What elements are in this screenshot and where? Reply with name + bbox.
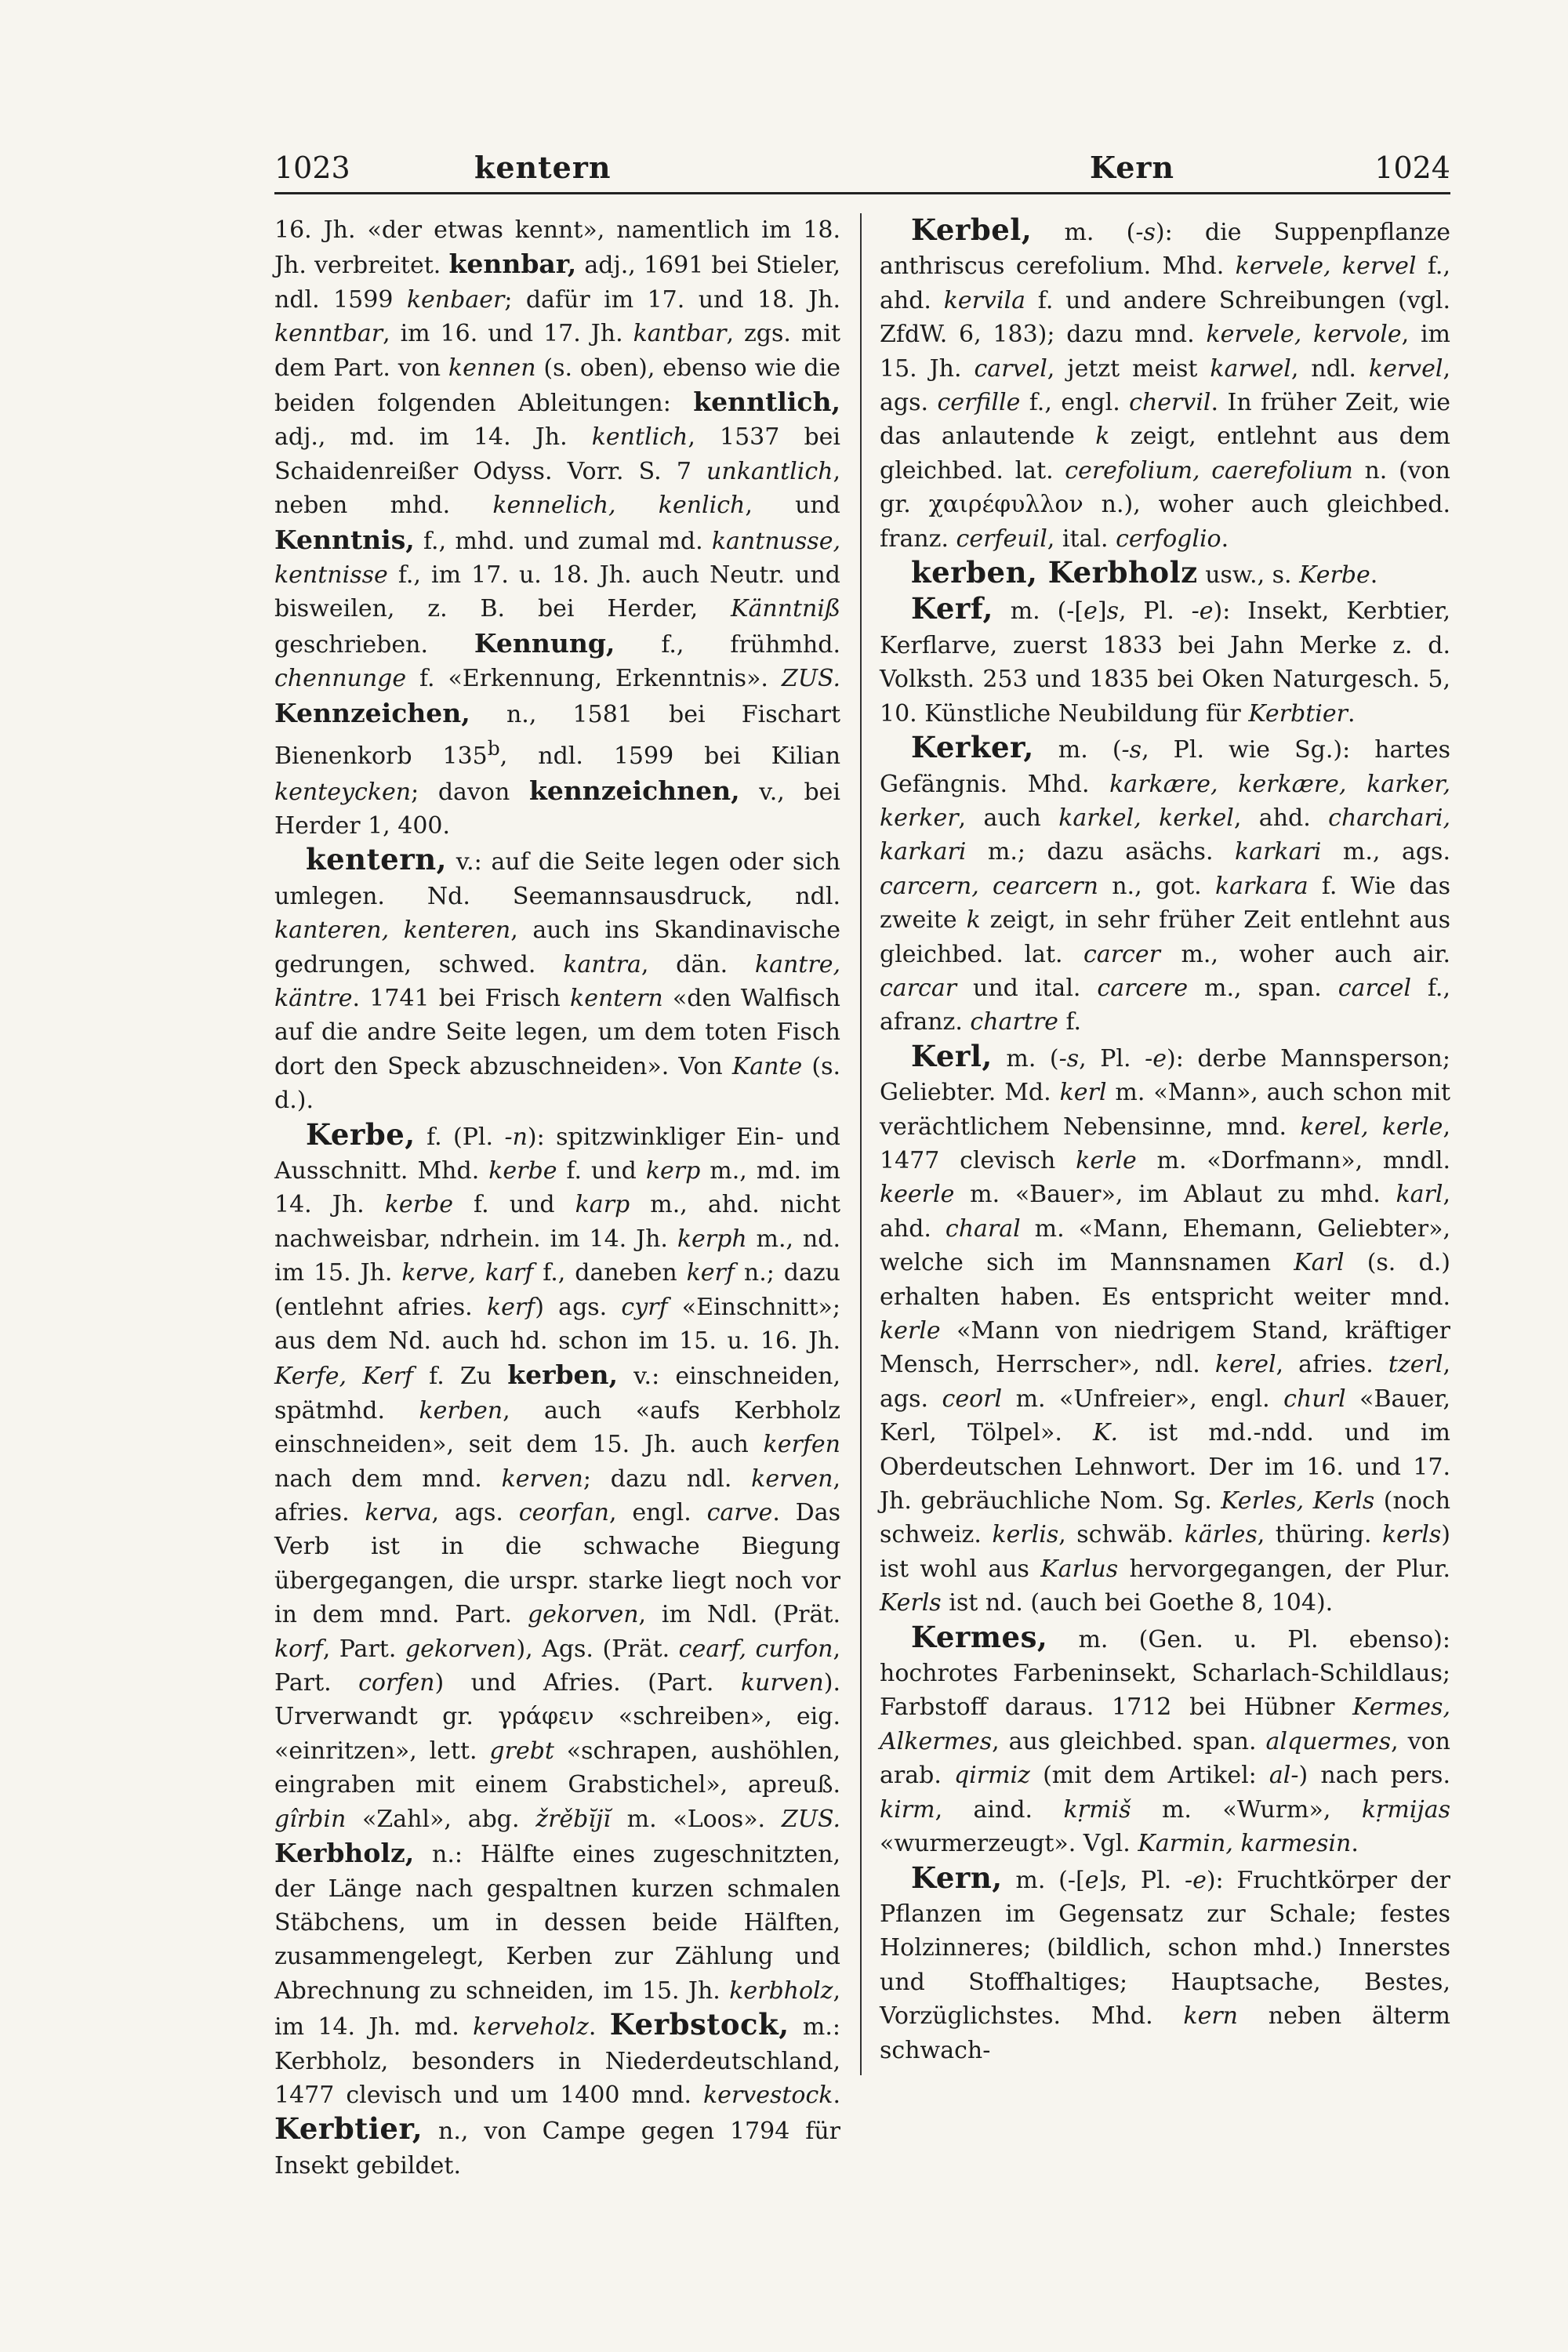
headword: Kerker, (911, 730, 1034, 765)
entry-kerker: Kerker, m. (-s, Pl. wie Sg.): hartes Gefängnis. Mhd. karkære, kerkære, karker, kerker, auch karkel, kerkel, ahd. charchari, karkari m.; dazu asächs. karkari m., ags. carcern, cearcern n., got. karkara f. Wie das zweite k zeigt, in sehr früher Zeit entlehnt aus gleichbed. lat. carcer m., woher auch air. carcar und ital. carcere m., span. carcel f., afranz. chartre f. (880, 730, 1451, 1036)
headword: Kerbtier, (274, 2111, 423, 2147)
headword: Kerbel, (911, 212, 1033, 247)
catchword-left: kentern (474, 150, 612, 185)
headword: kenntlich, (693, 387, 840, 418)
headword: kentern, (306, 842, 447, 877)
headword: Kerbstock, (609, 2007, 789, 2042)
headword: Kerf, (911, 591, 993, 626)
headword: Kern, (911, 1860, 1003, 1895)
headword: kerben, Kerbholz (911, 555, 1198, 590)
headword: kennbar, (448, 249, 577, 280)
page-number-right: 1024 (1374, 151, 1450, 185)
headword: Kennung, (474, 627, 615, 659)
header-rule (274, 192, 1450, 194)
headword: Kermes, (911, 1619, 1048, 1654)
catchword-right: Kern (1090, 150, 1175, 185)
entry-kerf: Kerf, m. (-[e]s, Pl. -e): Insekt, Kerbtier, Kerflarve, zuerst 1833 bei Jahn Merke z. d. Volksth. 253 und 1835 bei Oken Naturgesch. 5, 10. Künstliche Neubildung für Kerbtier. (880, 591, 1450, 728)
headword: kerben, (507, 1359, 619, 1391)
headword: Kerl, (911, 1038, 993, 1073)
left-column (274, 213, 841, 2180)
headword: Kerbe, (306, 1116, 416, 1152)
running-header (274, 149, 1450, 188)
page-number-left: 1023 (274, 151, 350, 185)
entry-kerbe: Kerbe, f. (Pl. -n): spitzwinkliger Ein- und Ausschnitt. Mhd. kerbe f. und kerp m., md. im 14. Jh. kerbe f. und karp m., ahd. nicht nachweisbar, ndrhein. im 14. Jh. kerph m., nd. im 15. Jh. kerve, karf f., daneben kerf n.; dazu (entlehnt afries. kerf) ags. cyrf «Einschnitt»; aus dem Nd. auch hd. schon im 15. u. 16. Jh. Kerfe, Kerf f. Zu kerben, v.: einschneiden, spätmhd. kerben, auch «aufs Kerbholz einschneiden», seit dem 15. Jh. auch kerfen nach dem mnd. kerven; dazu ndl. kerven, afries. kerva, ags. ceorfan, engl. carve. Das Verb ist in die schwache Biegung übergegangen, die urspr. starke liegt noch vor in dem mnd. Part. gekorven, im Ndl. (Prät. korf, Part. gekorven), Ags. (Prät. cearf, curfon, Part. corfen) und Afries. (Part. kurven). Urverwandt gr. γράφειν «schreiben», eig. «einritzen», lett. grebt «schrapen, aushöhlen, eingraben mit einem Grabstichel», apreuß. gîrbin «Zahl», abg. žrěbĭjĭ m. «Loos». ZUS. Kerbholz, n.: Hälfte eines zugeschnitzten, der Länge nach gespaltnen kurzen schmalen Stäbchens, um in dessen beide Hälften, zusammengelegt, Kerben zur Zählung und Abrechnung zu schneiden, im 15. Jh. kerbholz, im 14. Jh. md. kerveholz. Kerbstock, m.: Kerbholz, besonders in Niederdeutschland, 1477 clevisch und um 1400 mnd. kervestock. Kerbtier, n., von Campe gegen 1794 für Insekt gebildet. (274, 1116, 841, 2180)
entry-kennbar: 16. Jh. «der etwas kennt», namentlich im 18. Jh. verbreitet. kennbar, adj., 1691 bei Stieler, ndl. 1599 kenbaer; dafür im 17. und 18. Jh. kenntbar, im 16. und 17. Jh. kantbar, zgs. mit dem Part. von kennen (s. oben), ebenso wie die beiden folgenden Ableitungen: kenntlich, adj., md. im 14. Jh. kentlich, 1537 bei Schaidenreißer Odyss. Vorr. S. 7 unkantlich, neben mhd. kennelich, kenlich, und Kenntnis, f., mhd. und zumal md. kantnusse, kentnisse f., im 17. u. 18. Jh. auch Neutr. und bisweilen, z. B. bei Herder, Känntniß geschrieben. Kennung, f., frühmhd. chennunge f. «Erkennung, Erkenntnis». ZUS. Kennzeichen, n., 1581 bei Fischart Bienenkorb 135$^b$, ndl. 1599 bei Kilian kenteycken; davon kennzeichnen, v., bei Herder 1, 400. (274, 216, 841, 840)
entry-kerl: Kerl, m. (-s, Pl. -e): derbe Mannsperson; Geliebter. Md. kerl m. «Mann», auch schon mit verächtlichem Nebensinne, mnd. kerel, kerle, 1477 clevisch kerle m. «Dorfmann», mndl. keerle m. «Bauer», im Ablaut zu mhd. karl, ahd. charal m. «Mann, Ehemann, Geliebter», welche sich im Mannsnamen Karl (s. d.) erhalten haben. Es entspricht weiter mnd. kerle «Mann von niedrigem Stand, kräftiger Mensch, Herrscher», ndl. kerel, afries. tzerl, ags. ceorl m. «Unfreier», engl. churl «Bauer, Kerl, Tölpel». K. ist md.-ndd. und im Oberdeutschen Lehnwort. Der im 16. und 17. Jh. gebräuchliche Nom. Sg. Kerles, Kerls (noch schweiz. kerlis, schwäb. kärles, thüring. kerls) ist wohl aus Karlus hervorgegangen, der Plur. Kerls ist nd. (auch bei Goethe 8, 104). (880, 1038, 1451, 1617)
headword: Kennzeichen, (274, 697, 470, 728)
entry-kentern: kentern, v.: auf die Seite legen oder sich umlegen. Nd. Seemannsausdruck, ndl. kanteren, kenteren, auch ins Skandinavische gedrungen, schwed. kantra, dän. kantre, käntre. 1741 bei Frisch kentern «den Walfisch auf die andre Seite legen, um dem toten Fisch dort den Speck abzuschneiden». Von Kante (s. d.). (274, 842, 841, 1115)
column-divider (860, 213, 862, 2075)
entry-kerben-ref: kerben, Kerbholz usw., s. Kerbe. (911, 555, 1378, 590)
entry-kern: Kern, m. (-[e]s, Pl. -e): Fruchtkörper der Pflanzen im Gegensatz zur Schale; festes Holzinneres; (bildlich, schon mhd.) Innerstes und Stoffhaltiges; Hauptsache, Bestes, Vorzüglichstes. Mhd. kern neben älterm schwach- (880, 1860, 1450, 2064)
headword: Kenntnis, (274, 524, 415, 555)
entry-kerbel: Kerbel, m. (-s): die Suppenpflanze anthriscus cerefolium. Mhd. kervele, kervel f., ahd. kervila f. und andere Schreibungen (vgl. ZfdW. 6, 183); dazu mnd. kervele, kervole, im 15. Jh. carvel, jetzt meist karwel, ndl. kervel, ags. cerfille f., engl. chervil. In früher Zeit, wie das anlautende k zeigt, entlehnt aus dem gleichbed. lat. cerefolium, caerefolium n. (von gr. χαιρέφυλλον n.), woher auch gleichbed. franz. cerfeuil, ital. cerfoglio. (880, 212, 1451, 553)
entry-kermes: Kermes, m. (Gen. u. Pl. ebenso): hochrotes Farbeninsekt, Scharlach-Schildlaus; Farbstoff daraus. 1712 bei Hübner Kermes, Alkermes, aus gleichbed. span. alquermes, von arab. qirmiz (mit dem Artikel: al-) nach pers. kirm, aind. kṛmiš m. «Wurm», kṛmijas «wurmerzeugt». Vgl. Karmin, karmesin. (880, 1619, 1450, 1858)
headword: kennzeichnen, (528, 775, 740, 806)
right-column (880, 213, 1450, 2087)
headword: Kerbholz, (274, 1838, 415, 1869)
